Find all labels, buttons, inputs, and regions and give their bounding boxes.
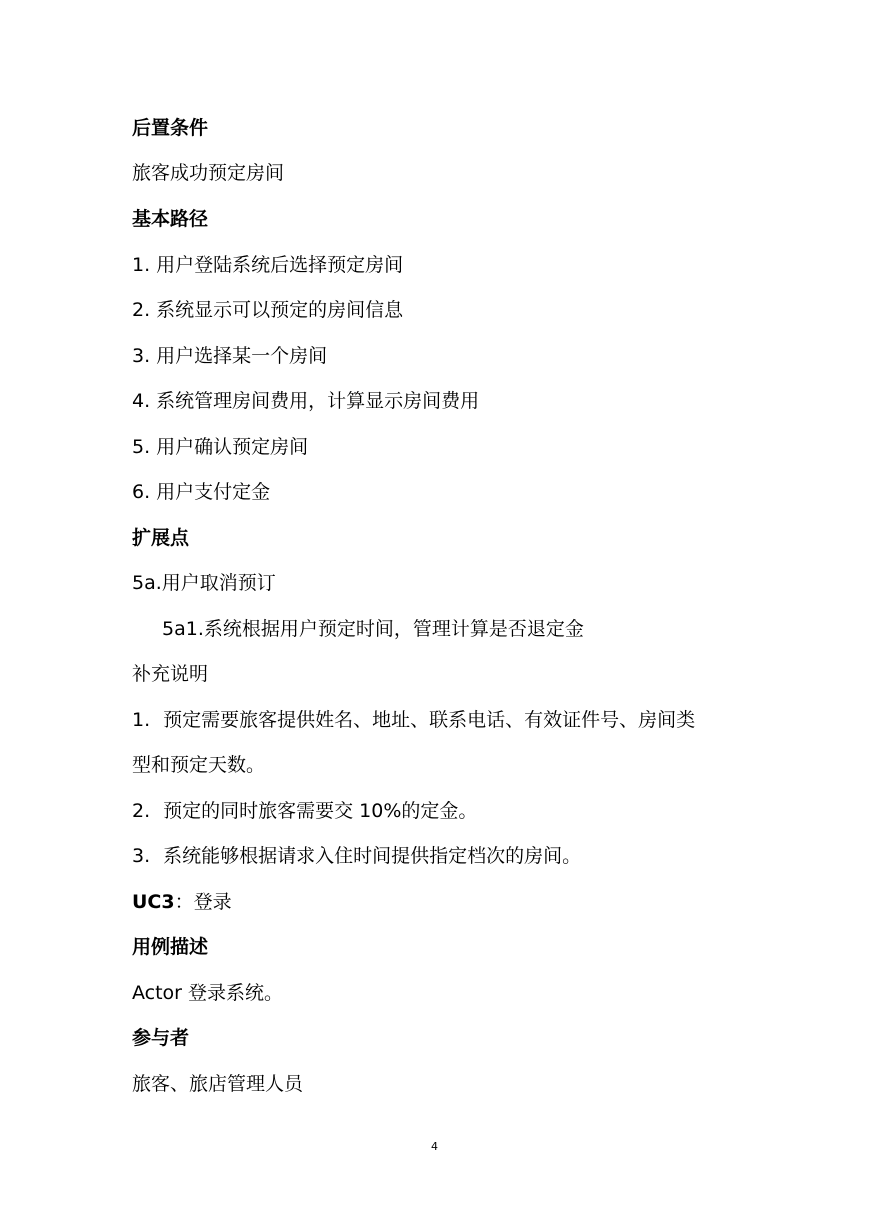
supplement-heading: 补充说明 bbox=[132, 663, 209, 685]
supplement-item bbox=[132, 844, 581, 868]
supplement-item-text: 预定需要旅客提供姓名、地址、联系电话、有效证件号、房间类 bbox=[163, 709, 696, 731]
basic-path-step: 6. 用户支付定金 bbox=[132, 481, 271, 503]
basic-path-step: 3. 用户选择某一个房间 bbox=[132, 345, 328, 367]
basic-path-step: 4. 系统管理房间费用，计算显示房间费用 bbox=[132, 390, 480, 412]
supplement-item-number: 1. bbox=[132, 709, 151, 731]
supplement-item-text: 系统能够根据请求入住时间提供指定档次的房间。 bbox=[163, 845, 582, 867]
extension-5a: 5a.用户取消预订 bbox=[132, 572, 276, 594]
participants-text: 旅客、旅店管理人员 bbox=[132, 1073, 304, 1095]
participants-heading: 参与者 bbox=[132, 1027, 190, 1049]
use-case-description-text: Actor 登录系统。 bbox=[132, 982, 284, 1004]
extension-5a1: 5a1.系统根据用户预定时间，管理计算是否退定金 bbox=[162, 618, 584, 640]
supplement-item-number: 3. bbox=[132, 845, 151, 867]
uc3-label: UC3 bbox=[132, 891, 175, 913]
use-case-description-heading: 用例描述 bbox=[132, 936, 209, 958]
basic-path-step: 1. 用户登陆系统后选择预定房间 bbox=[132, 254, 404, 276]
page-number: 4 bbox=[431, 1140, 438, 1153]
uc3-name: ：登录 bbox=[174, 891, 232, 913]
supplement-item-continuation: 型和预定天数。 bbox=[132, 754, 266, 776]
postcondition-text: 旅客成功预定房间 bbox=[132, 162, 285, 184]
uc3-title bbox=[132, 890, 232, 914]
basic-path-step: 5. 用户确认预定房间 bbox=[132, 436, 309, 458]
supplement-item-number: 2. bbox=[132, 800, 151, 822]
extension-heading: 扩展点 bbox=[132, 527, 190, 549]
basic-path-step: 2. 系统显示可以预定的房间信息 bbox=[132, 299, 404, 321]
supplement-item bbox=[132, 799, 477, 823]
basic-path-heading: 基本路径 bbox=[132, 208, 209, 230]
supplement-item bbox=[132, 708, 695, 732]
supplement-item-text: 预定的同时旅客需要交 10%的定金。 bbox=[163, 800, 478, 822]
postcondition-heading: 后置条件 bbox=[132, 117, 209, 139]
